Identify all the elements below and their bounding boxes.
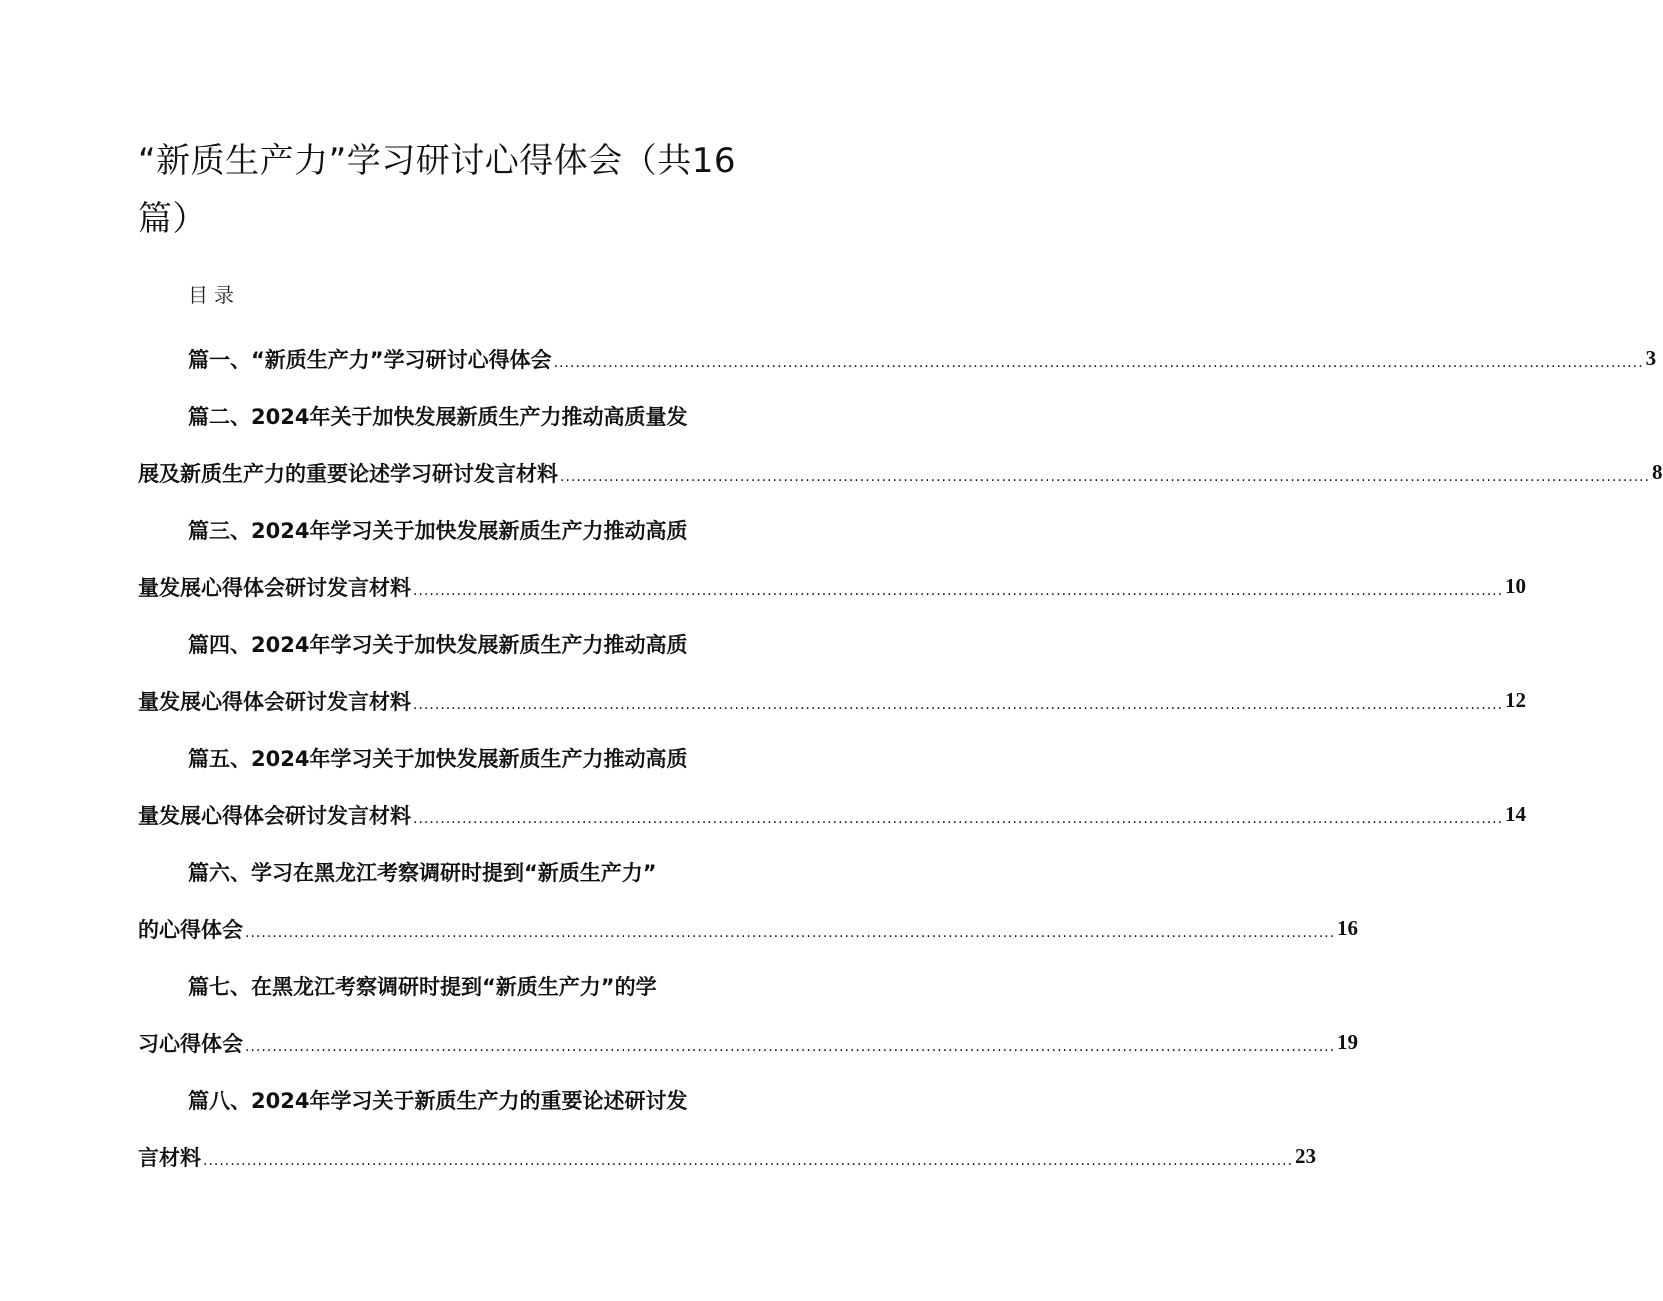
toc-page-number: 10 bbox=[1505, 574, 1527, 598]
dot-leader: ........................................................................................................................................................................................................ bbox=[413, 582, 1504, 599]
toc-line bbox=[138, 501, 778, 558]
toc-entry bbox=[138, 1071, 1317, 1185]
toc-entry-text: 习心得体会 bbox=[138, 1031, 243, 1056]
toc-line bbox=[138, 615, 778, 672]
toc-line bbox=[138, 444, 1663, 501]
document-title: “新质生产力”学习研讨心得体会（共16篇） bbox=[138, 141, 736, 239]
toc-entry-text: 的心得体会 bbox=[138, 917, 243, 942]
toc-page-number: 19 bbox=[1337, 1030, 1359, 1054]
toc-entry-text: 篇四、2024年学习关于加快发展新质生产力推动高质 bbox=[188, 632, 688, 657]
toc-entry-text: 言材料 bbox=[138, 1145, 201, 1170]
toc-entry bbox=[138, 501, 1527, 615]
toc-line bbox=[138, 957, 778, 1014]
toc-entry-text: 量发展心得体会研讨发言材料 bbox=[138, 803, 411, 828]
toc-entry bbox=[138, 729, 1527, 843]
toc-entry-text: 篇八、2024年学习关于新质生产力的重要论述研讨发 bbox=[188, 1088, 688, 1113]
toc-page-number: 23 bbox=[1295, 1144, 1317, 1168]
toc-entry-text: 篇五、2024年学习关于加快发展新质生产力推动高质 bbox=[188, 746, 688, 771]
toc-entry-text: 展及新质生产力的重要论述学习研讨发言材料 bbox=[138, 461, 558, 486]
dot-leader: ........................................................................................................................................................................................................ bbox=[413, 810, 1504, 827]
toc-entry-text: 量发展心得体会研讨发言材料 bbox=[138, 689, 411, 714]
toc-line bbox=[138, 843, 778, 900]
table-of-contents bbox=[138, 330, 1663, 1185]
toc-line bbox=[138, 786, 1527, 843]
toc-page-number: 8 bbox=[1652, 460, 1663, 484]
toc-entry-text: 篇三、2024年学习关于加快发展新质生产力推动高质 bbox=[188, 518, 688, 543]
toc-entry bbox=[138, 330, 1657, 387]
toc-entry-text: 篇一、“新质生产力”学习研讨心得体会 bbox=[188, 347, 552, 372]
toc-line bbox=[138, 729, 778, 786]
toc-entry-text: 篇二、2024年关于加快发展新质生产力推动高质量发 bbox=[188, 404, 688, 429]
toc-entry-text: 篇七、在黑龙江考察调研时提到“新质生产力”的学 bbox=[188, 974, 657, 999]
dot-leader: ........................................................................................................................................................................................................ bbox=[203, 1152, 1294, 1169]
toc-entry-text: 量发展心得体会研讨发言材料 bbox=[138, 575, 411, 600]
toc-entry bbox=[138, 387, 1663, 501]
toc-line bbox=[138, 330, 1657, 387]
toc-page-number: 3 bbox=[1645, 346, 1657, 370]
toc-page-number: 16 bbox=[1337, 916, 1359, 940]
toc-line bbox=[138, 1071, 778, 1128]
toc-line bbox=[138, 1014, 1359, 1071]
dot-leader: ........................................................................................................................................................................................................ bbox=[560, 468, 1651, 485]
toc-page-number: 12 bbox=[1505, 688, 1527, 712]
toc-line bbox=[138, 900, 1359, 957]
dot-leader: ........................................................................................................................................................................................................ bbox=[553, 354, 1644, 371]
toc-line bbox=[138, 672, 1527, 729]
toc-entry bbox=[138, 957, 1359, 1071]
toc-entry bbox=[138, 615, 1527, 729]
toc-line bbox=[138, 1128, 1317, 1185]
dot-leader: ........................................................................................................................................................................................................ bbox=[245, 1038, 1336, 1055]
toc-heading: 目录 bbox=[188, 283, 240, 307]
toc-page-number: 14 bbox=[1505, 802, 1527, 826]
toc-entry bbox=[138, 843, 1359, 957]
toc-entry-text: 篇六、学习在黑龙江考察调研时提到“新质生产力” bbox=[188, 860, 657, 885]
dot-leader: ........................................................................................................................................................................................................ bbox=[245, 924, 1336, 941]
toc-line bbox=[138, 558, 1527, 615]
dot-leader: ........................................................................................................................................................................................................ bbox=[413, 696, 1504, 713]
toc-line bbox=[138, 387, 778, 444]
